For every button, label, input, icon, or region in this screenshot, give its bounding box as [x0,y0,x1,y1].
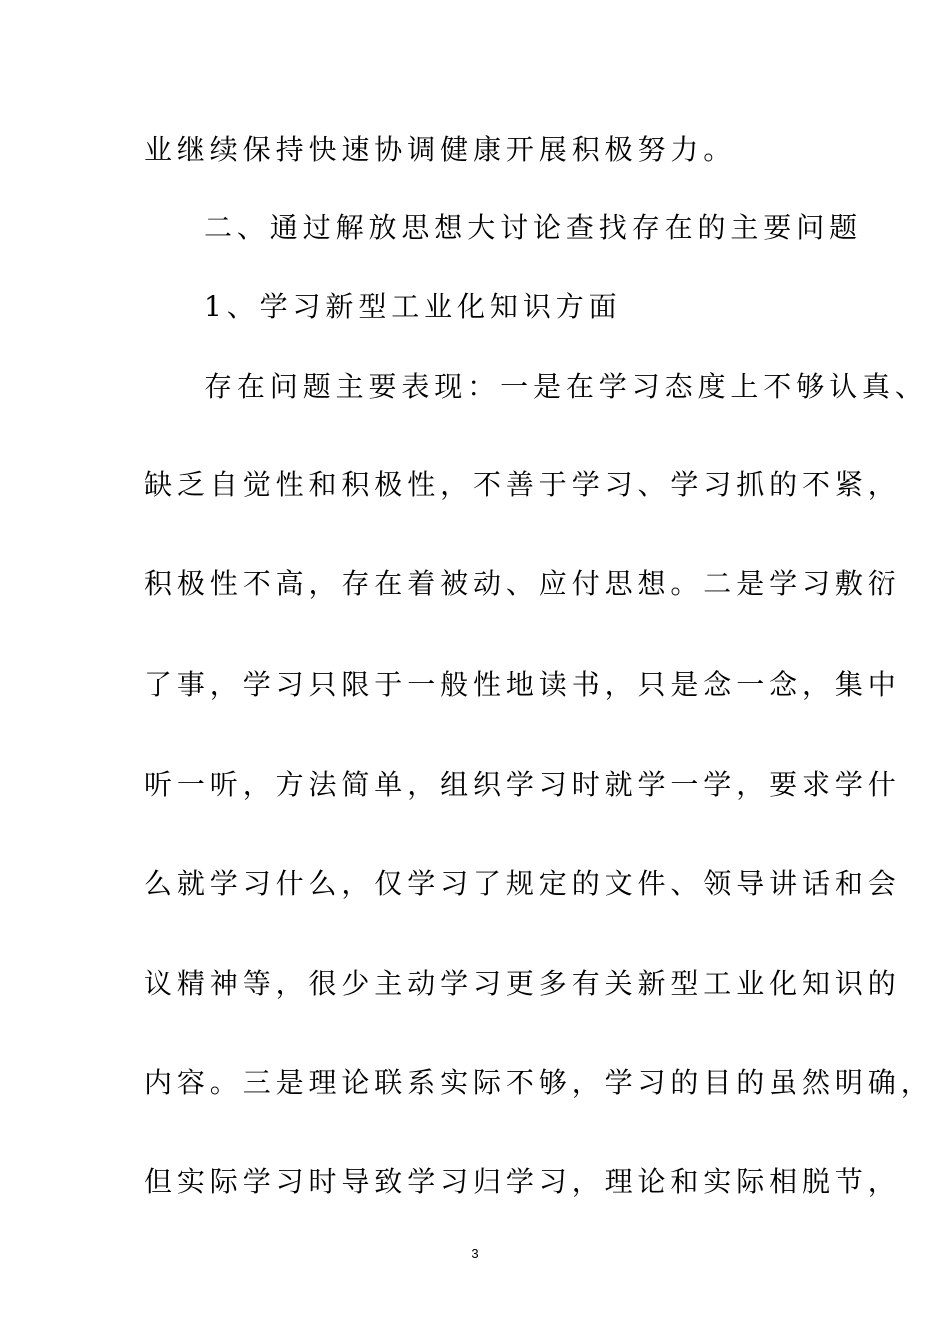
paragraph-first-line: 存在问题主要表现：一是在学习态度上不够认真、 [204,370,928,403]
text-line: 但实际学习时导致学习归学习，理论和实际相脱节， [144,1165,901,1198]
text-line: 听一听，方法简单，组织学习时就学一学，要求学什 [144,768,901,801]
text-line: 么就学习什么，仅学习了规定的文件、领导讲话和会 [144,867,901,900]
text-line: 议精神等，很少主动学习更多有关新型工业化知识的 [144,967,901,1000]
text-line: 内容。三是理论联系实际不够，学习的目的虽然明确， [144,1066,934,1099]
section-heading: 二、通过解放思想大讨论查找存在的主要问题 [204,211,863,244]
text-line: 缺乏自觉性和积极性，不善于学习、学习抓的不紧， [144,468,901,501]
subsection-heading: 1、学习新型工业化知识方面 [204,290,622,323]
text-line: 积极性不高，存在着被动、应付思想。二是学习敷衍 [144,567,901,600]
text-line: 了事，学习只限于一般性地读书，只是念一念，集中 [144,668,901,701]
text-line: 业继续保持快速协调健康开展积极努力。 [144,133,737,166]
page-number: 3 [471,1246,479,1261]
